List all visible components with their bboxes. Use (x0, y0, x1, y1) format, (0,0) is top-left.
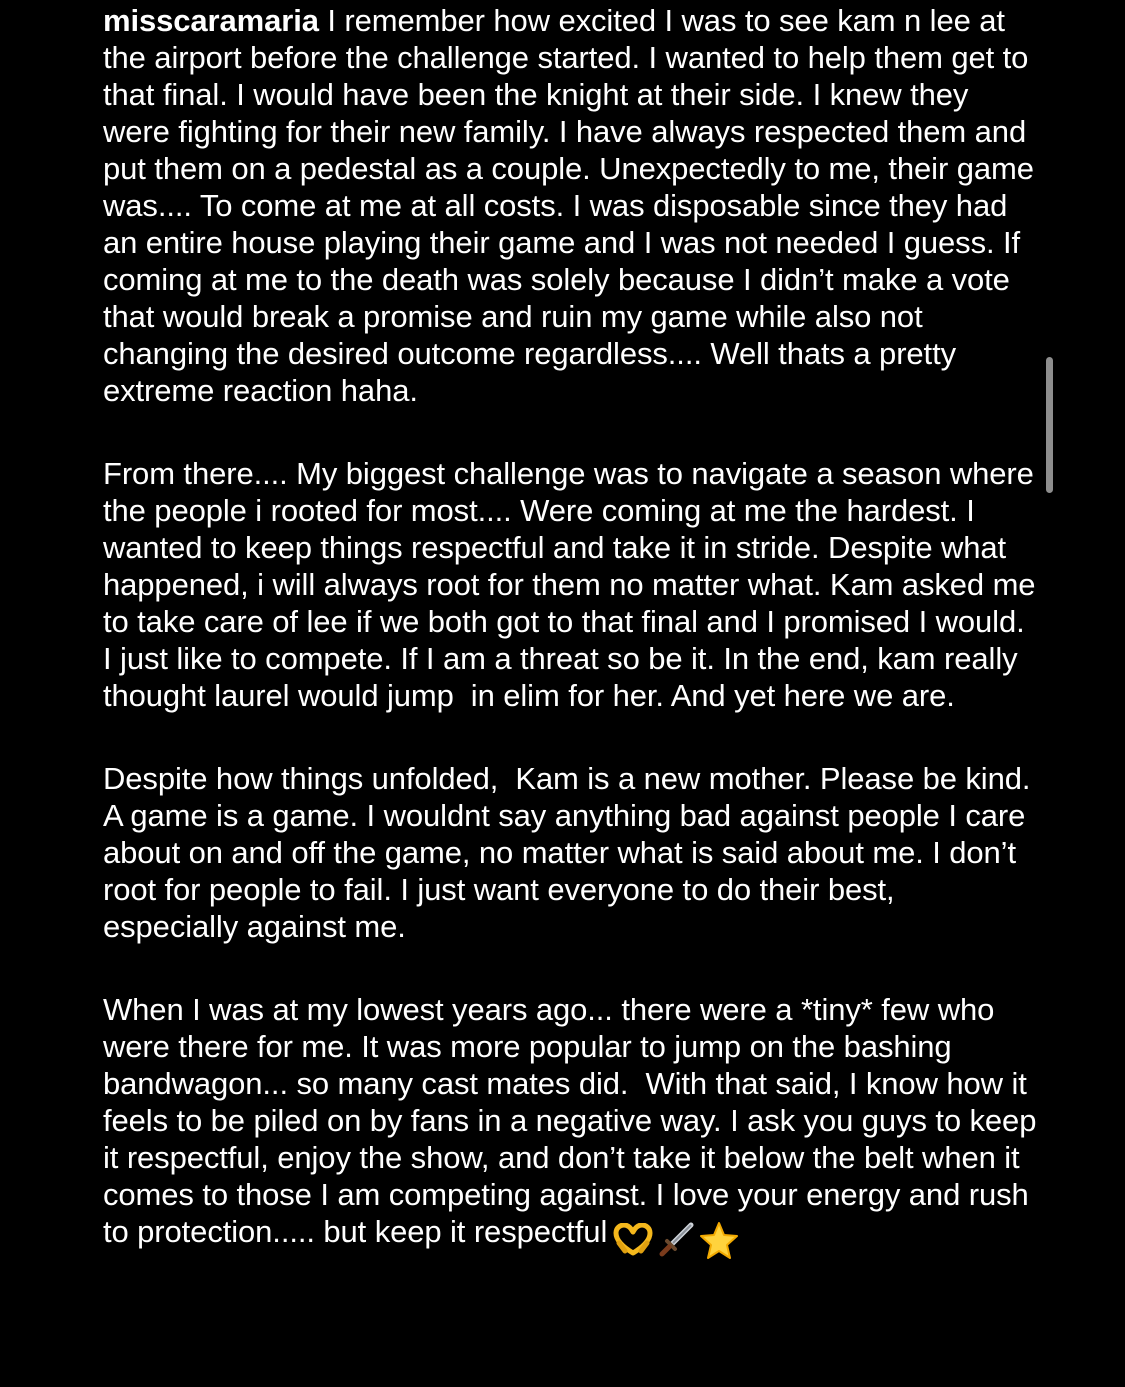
star-icon (699, 1221, 739, 1259)
caption-paragraph-3: Despite how things unfolded, Kam is a new mother. Please be kind. A game is a game. I wouldnt say anything bad against people I care about on and off the game, no matter what is said about me. I don’t root for people to fail. I just want everyone to do their best, especially against me. (103, 761, 1038, 944)
caption-text-1: I remember how excited I was to see kam n lee at the airport before the challenge started. I wanted to help them get to that final. I would have been the knight at their side. I knew they were fighting for their new family. I have always respected them and put them on a pedestal as a couple. Unexpectedly to me, their game was.... To come at me at all costs. I was disposable since they had an entire house playing their game and I was not needed I guess. If coming at me to the death was solely because I didn’t make a vote that would break a promise and ruin my game while also not changing the desired outcome regardless.... Well thats a pretty extreme reaction haha. (103, 3, 1043, 408)
emoji-row (613, 1219, 743, 1259)
post-caption (103, 2, 1045, 1305)
scrollbar[interactable] (1046, 357, 1053, 493)
dagger-icon (657, 1221, 695, 1259)
caption-paragraph-2: From there.... My biggest challenge was to navigate a season where the people i rooted for most.... Were coming at me the hardest. I wanted to keep things respectful and take it in stride. Despite what happened, i will always root for them no matter what. Kam asked me to take care of lee if we both got to that final and I promised I would. I just like to compete. If I am a threat so be it. In the end, kam really thought laurel would jump in elim for her. And yet here we are. (103, 456, 1044, 713)
caption-paragraph-4 (103, 991, 1045, 1259)
username-link[interactable]: misscaramaria (103, 3, 319, 38)
caption-text-4: When I was at my lowest years ago... there were a *tiny* few who were there for me. It was more popular to jump on the bashing bandwagon... so many cast mates did. With that said, I know how it feels to be piled on by fans in a negative way. I ask you guys to keep it respectful, enjoy the show, and don’t take it below the belt when it comes to those I am competing against. I love your energy and rush to protection..... but keep it respectful (103, 992, 1045, 1249)
caption-paragraph-1 (103, 2, 1043, 409)
heart-hands-icon (613, 1223, 653, 1257)
